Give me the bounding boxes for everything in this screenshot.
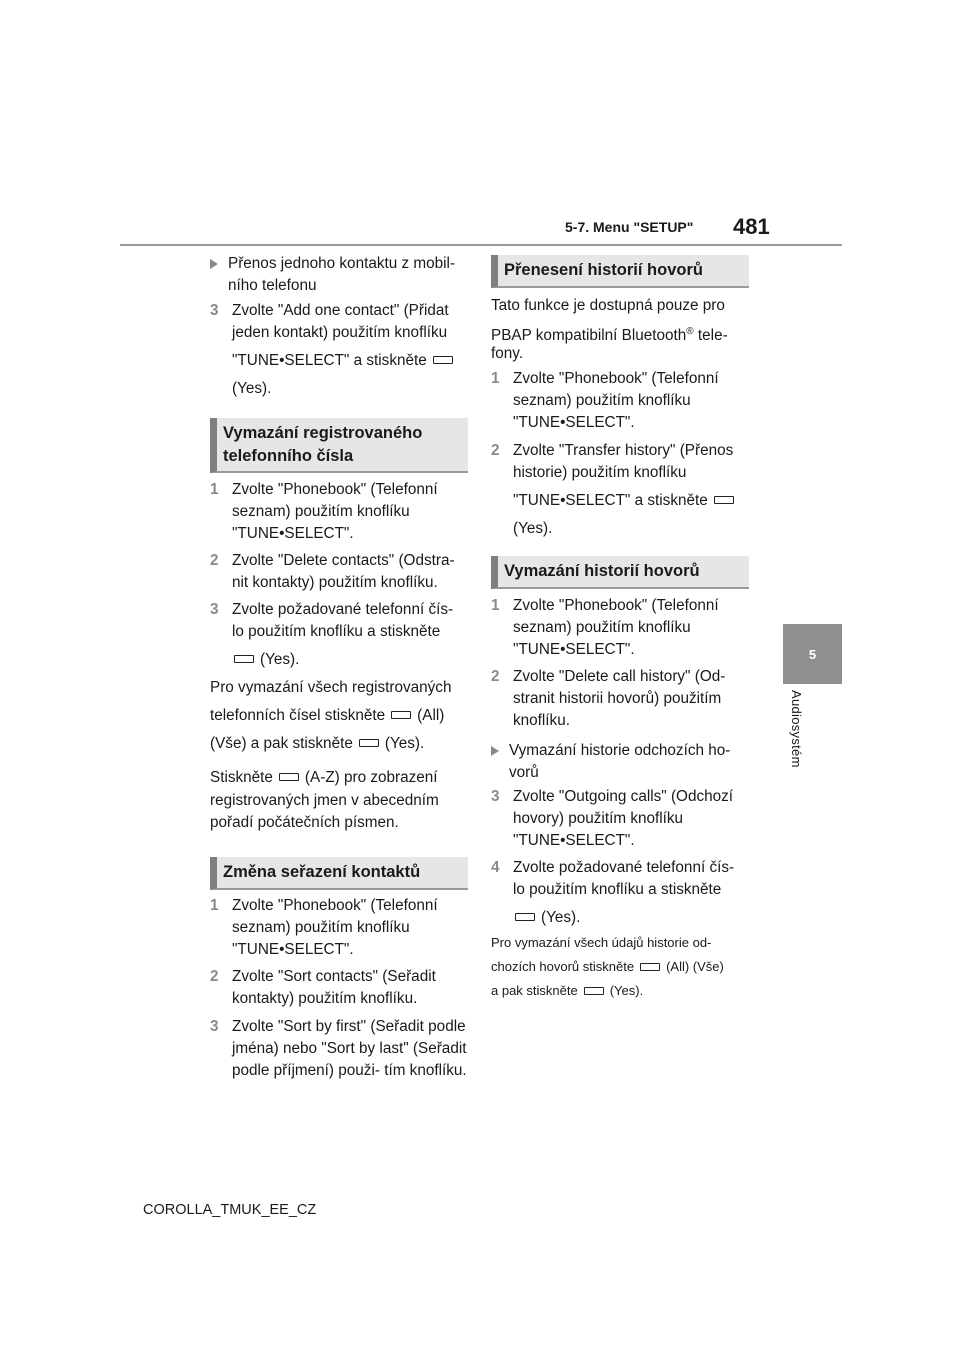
heading-sort [210,857,468,890]
step-text: Zvolte "Phonebook" (Telefonní seznam) použitím knoflíku "TUNE•SELECT". [513,597,719,658]
step-number: 1 [491,370,500,387]
button-icon [714,496,734,504]
step-dh-1 [491,595,749,661]
heading-delete-number [210,418,468,473]
document-code: COROLLA_TMUK_EE_CZ [143,1202,317,1218]
para-delete-all [210,677,468,699]
step-text: Zvolte požadované telefonní čís- lo použitím knoflíku a stiskněte [513,859,735,898]
step-number: 1 [210,481,219,498]
note-text: chozích hovorů stiskněte [491,959,635,974]
step-text-part: "TUNE•SELECT" a stiskněte [232,352,427,369]
step-dh-2 [491,666,749,732]
bullet-text: Přenos jednoho kontaktu z mobil- ního telefonu [228,255,456,294]
step-number: 2 [210,968,219,985]
intro-line-3: fony. [491,345,524,362]
registered-mark: ® [686,326,694,337]
chapter-tab [783,624,842,684]
bullet-text: Vymazání historie odchozích ho- vorů [509,742,731,781]
step-number: 3 [210,1018,219,1035]
step-text: Zvolte "Delete contacts" (Odstra- nit kontakty) použitím knoflíku. [232,552,455,591]
triangle-bullet-icon [491,746,499,756]
para-delete-all-3 [210,733,468,755]
chapter-number: 5 [808,646,817,662]
step-text-cont [210,350,468,372]
step-number: 2 [491,442,500,459]
note-line-1: Pro vymazání všech údajů historie od- [491,935,712,950]
intro-text: PBAP kompatibilní Bluetooth [491,327,687,345]
para-text: Stiskněte [210,769,273,786]
step-number: 1 [210,897,219,914]
step-text-part: (Yes). [541,909,581,926]
heading-text: Změna seřazení kontaktů [223,863,421,881]
button-icon [584,987,604,995]
section-title: 5-7. Menu "SETUP" [565,219,694,235]
step-text-part: (Yes). [260,651,300,668]
step-del-1 [210,479,468,545]
step-text-end: (Yes). [513,520,553,537]
button-icon [279,773,299,781]
button-icon [433,356,453,364]
para-text: telefonních čísel stiskněte [210,707,386,724]
step-dh-3 [491,786,749,852]
button-icon [391,711,411,719]
bullet-transfer-one [210,253,468,297]
step-text: Zvolte "Phonebook" (Telefonní seznam) použitím knoflíku "TUNE•SELECT". [513,370,719,431]
note-text: a pak stiskněte [491,983,578,998]
step-text-end: (Yes). [232,380,272,397]
para-az [210,767,468,789]
step-sort-2 [210,966,468,1010]
button-icon [234,655,254,663]
note-line-3 [491,981,753,1001]
chapter-label: Audiosystém [789,690,804,768]
triangle-bullet-icon [210,259,218,269]
note-text: (Yes). [609,983,644,998]
step-text: Zvolte "Outgoing calls" (Odchozí hovory) použitím knoflíku "TUNE•SELECT". [513,788,734,849]
intro-line-1: Tato funkce je dostupná pouze pro [491,297,725,314]
button-icon [515,913,535,921]
para-text: (Yes). [384,735,425,752]
para-delete-all-2 [210,705,468,727]
para-az-2: registrovaných jmen v abecedním [210,792,439,809]
step-text: Zvolte požadované telefonní čís- lo použitím knoflíku a stiskněte [232,601,454,640]
header-rule [120,244,842,246]
para-az-3: pořadí počátečních písmen. [210,814,399,831]
heading-text: Vymazání historií hovorů [504,562,700,580]
step-number: 4 [491,859,500,876]
step-number: 3 [210,302,219,319]
para-text: Pro vymazání všech registrovaných [210,679,452,696]
step-text-part: "TUNE•SELECT" a stiskněte [513,492,708,509]
step-number: 3 [491,788,500,805]
step-tr-1 [491,368,749,434]
step-text: Zvolte "Phonebook" (Telefonní seznam) použitím knoflíku "TUNE•SELECT". [232,481,438,542]
heading-text: Přenesení historií hovorů [504,261,703,279]
step-del-2 [210,550,468,594]
step-text: Zvolte "Transfer history" (Přenos historie) použitím knoflíku [513,442,734,481]
note-text: (All) (Vše) [666,959,724,974]
step-text: Zvolte "Add one contact" (Přidat jeden kontakt) použitím knoflíku [232,302,449,341]
step-number: 3 [210,601,219,618]
heading-text: Vymazání registrovaného telefonního čísla [223,423,423,465]
button-icon [359,739,379,747]
para-text: (A-Z) pro zobrazení [304,769,438,786]
step-text: Zvolte "Phonebook" (Telefonní seznam) použitím knoflíku "TUNE•SELECT". [232,897,438,958]
note-line-2 [491,957,753,977]
heading-delete-history [491,556,749,589]
step-add-contact [210,300,468,400]
step-number: 2 [210,552,219,569]
step-dh-4 [491,857,749,929]
step-text: Zvolte "Sort contacts" (Seřadit kontakty) použitím knoflíku. [232,968,436,1007]
page-number: 481 [733,214,770,239]
step-sort-1 [210,895,468,961]
step-text: Zvolte "Sort by first" (Seřadit podle jména) nebo "Sort by last" (Seřadit podle příjmení) použi- tím knoflíku. [232,1018,467,1079]
step-number: 1 [491,597,500,614]
step-text: Zvolte "Delete call history" (Od- stranit historii hovorů) použitím knoflíku. [513,668,726,729]
step-del-3 [210,599,468,671]
heading-transfer-history [491,255,749,288]
step-sort-3 [210,1016,468,1082]
step-number: 2 [491,668,500,685]
button-icon [640,963,660,971]
para-text: (Vše) a pak stiskněte [210,735,353,752]
bullet-outgoing [491,740,749,784]
step-text-cont [210,649,468,671]
step-text-cont [491,907,749,929]
step-tr-2 [491,440,749,540]
intro-text: tele- [693,327,728,345]
step-text-cont [491,490,749,512]
para-text: (All) [417,707,445,724]
